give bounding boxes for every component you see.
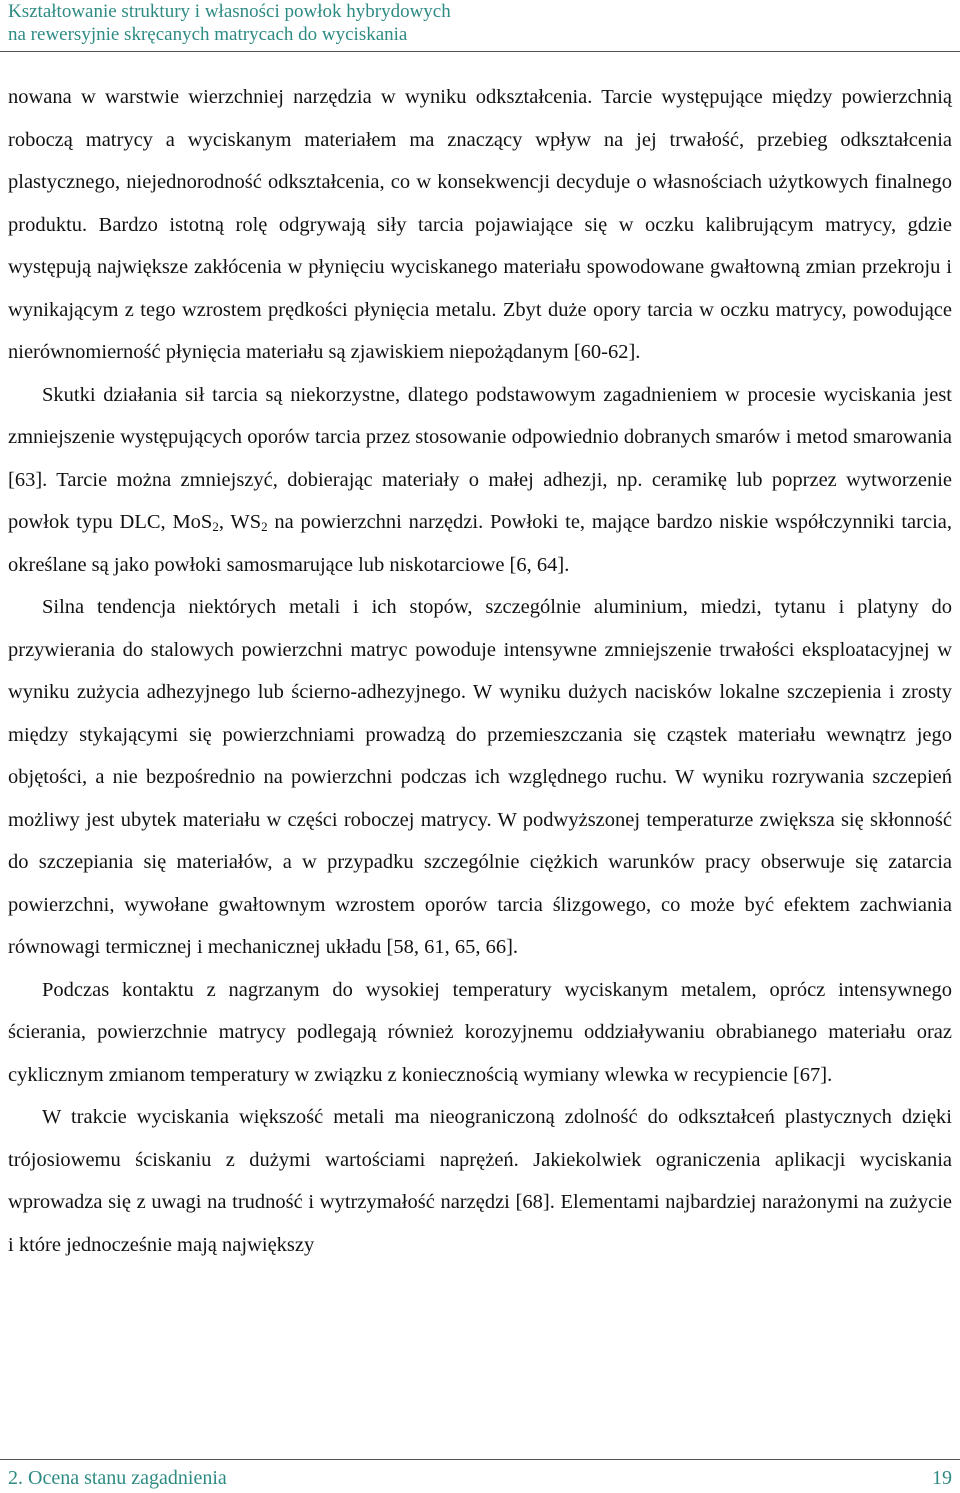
footer-divider — [0, 1459, 960, 1460]
running-header — [8, 0, 952, 46]
paragraph-extrusion: W trakcie wyciskania większość metali ma nieograniczoną zdolność do odkształceń plastycznych dzięki trójosiowemu ściskaniu z dużymi wartościami naprężeń. Jakiekolwiek ograniczenia aplikacji wyciskania wprowadza się z uwagi na trudność i wytrzymałość narzędzi [68]. Elementami najbardziej narażonymi na zużycie i które jednocześnie mają największy — [8, 1106, 952, 1256]
paragraph-adhesion: Silna tendencja niektórych metali i ich stopów, szczególnie aluminium, miedzi, tytanu i platyny do przywierania do stalowych powierzchni matryc powoduje intensywne zmniejszenie trwałości eksploatacyjnej w wyniku zużycia adhezyjnego lub ścierno-adhezyjnego. W wyniku dużych nacisków lokalne szczepienia i zrosty między stykającymi się powierzchniami prowadzą do przemieszczania się cząstek materiału wewnątrz jego objętości, a nie bezpośrednio na powierzchni podczas ich względnego ruchu. W wyniku rozrywania szczepień możliwy jest ubytek materiału w części roboczej matrycy. W podwyższonej temperaturze zwiększa się skłonność do szczepiania się materiałów, a w przypadku szczególnie ciężkich warunków pracy obserwuje się zatarcia powierzchni, wywołane gwałtownym wzrostem oporów tarcia ślizgowego, co może być efektem zachwiania równowagi termicznej i mechanicznej układu [58, 61, 65, 66]. — [8, 596, 952, 958]
header-line-1: Kształtowanie struktury i własności powłok hybrydowych — [8, 1, 451, 22]
footer-section-title: 2. Ocena stanu zagadnienia — [8, 1467, 227, 1489]
subscript: 2 — [212, 519, 219, 534]
header-divider — [0, 51, 960, 52]
page-number: 19 — [932, 1467, 952, 1489]
paragraph-contact: Podczas kontaktu z nagrzanym do wysokiej temperatury wyciskanym metalem, oprócz intensywnego ścierania, powierzchnie matrycy podlegają również korozyjnemu oddziaływaniu obrabianego materiału oraz cyklicznym zmianom temperatury w związku z koniecznością wymiany wlewka w recypiencie [67]. — [8, 978, 952, 1086]
subscript: 2 — [261, 519, 268, 534]
running-footer — [8, 1464, 952, 1492]
paragraph-text: , WS — [218, 511, 262, 533]
body-text — [8, 76, 952, 1266]
paragraph-continued: nowana w warstwie wierzchniej narzędzia w wyniku odkształcenia. Tarcie występujące między powierzchnią roboczą matrycy a wyciskanym materiałem ma znaczący wpływ na jej trwałość, przebieg odkształcenia plastycznego, niejednorodność odkształcenia, co w konsekwencji decyduje o własnościach użytkowych finalnego produktu. Bardzo istotną rolę odgrywają siły tarcia pojawiające się w oczku kalibrującym matrycy, gdzie występują największe zakłócenia w płynięciu wyciskanego materiału spowodowane gwałtowną zmian przekroju i wynikającym z tego wzrostem prędkości płynięcia metalu. Zbyt duże opory tarcia w oczku matrycy, powodujące nierównomierność płynięcia materiału są zjawiskiem niepożądanym [60-62]. — [8, 86, 952, 363]
paragraph-text: Skutki działania sił tarcia są niekorzystne, dlatego podstawowym zagadnieniem w procesie wyciskania jest zmniejszenie występujących oporów tarcia przez stosowanie odpowiednio dobranych smarów i metod smarowania [63]. Tarcie można zmniejszyć, dobierając materiały o małej adhezji, np. ceramikę lub poprzez wytworzenie powłok typu DLC, MoS — [8, 383, 952, 533]
header-line-2: na rewersyjnie skręcanych matrycach do wyciskania — [8, 24, 408, 45]
paragraph-text: na powierzchni narzędzi. Powłoki te, mające bardzo niskie współczynniki tarcia, określane są jako powłoki samosmarujące lub niskotarciowe [6, 64]. — [8, 511, 952, 576]
paragraph-friction-effects — [8, 374, 952, 587]
